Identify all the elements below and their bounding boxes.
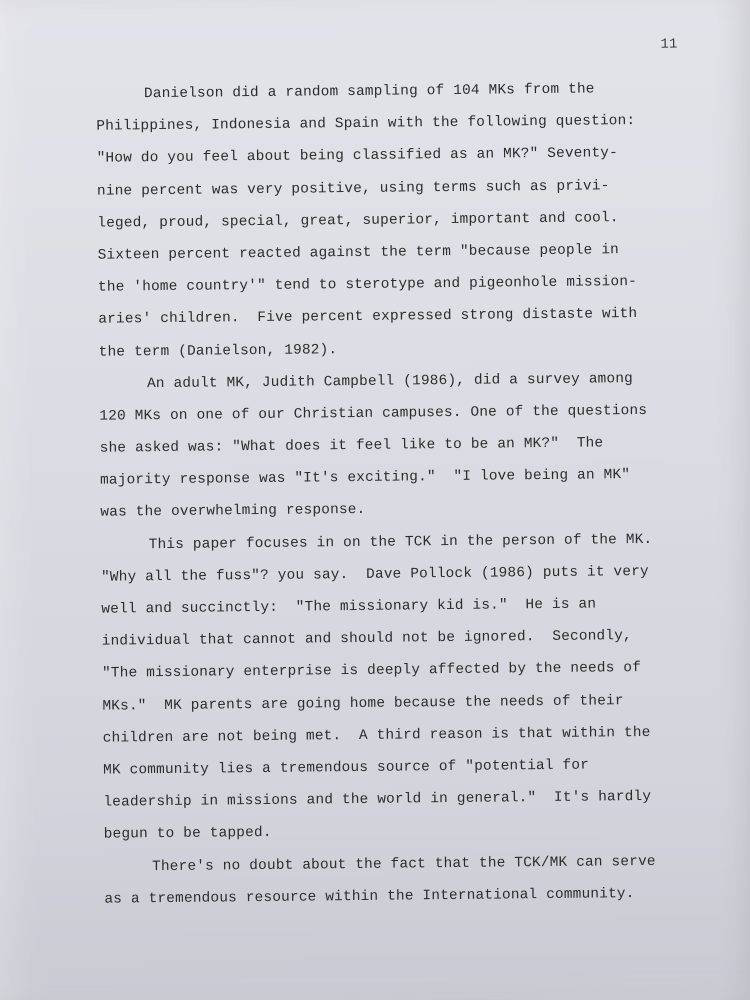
text-line: "How do you feel about being classified as an MK?" Seventy- <box>96 145 619 168</box>
page-number: 11 <box>660 36 678 53</box>
text-line: "The missionary enterprise is deeply affected by the needs of <box>101 660 642 683</box>
text-line: she asked was: "What does it feel like to be an MK?" The <box>99 435 604 457</box>
paragraph <box>99 362 721 529</box>
text-line: 120 MKs on one of our Christian campuses. One of the questions <box>99 402 648 425</box>
text-line: the 'home country'" tend to sterotype and pigeonhole mission- <box>97 274 638 296</box>
text-line: Danielson did a random sampling of 104 MKs from the <box>143 81 595 103</box>
text-line: This paper focuses in on the TCK in the person of the MK. <box>148 531 653 553</box>
text-line: "Why all the fuss"? you say. Dave Pollock (1986) puts it very <box>100 563 649 586</box>
text-line: MK community lies a tremendous source of "potential for <box>102 757 590 779</box>
text-line: the term (Danielson, 1982). <box>98 341 338 361</box>
text-line: well and succinctly: "The missionary kid is." He is an <box>101 596 597 618</box>
text-line: Philippines, Indonesia and Spain with the following question: <box>96 113 636 135</box>
text-line: children are not being met. A third reason is that within the <box>102 724 651 747</box>
paragraph <box>101 523 724 851</box>
text-line: There's no doubt about the fact that the TCK/MK can serve <box>152 853 656 875</box>
text-line: was the overwhelming response. <box>100 502 366 522</box>
text-line: leged, proud, special, great, superior, important and cool. <box>97 209 619 232</box>
paragraph <box>96 72 719 368</box>
text-line: An adult MK, Judith Campbell (1986), did a survey among <box>146 370 634 392</box>
text-line: Sixteen percent reacted against the term "because people in <box>97 242 620 264</box>
body-text <box>96 72 725 915</box>
text-line: majority response was "It's exciting." "I love being an MK" <box>99 467 631 489</box>
text-line: leadership in missions and the world in general." It's hardly <box>103 789 652 811</box>
text-line: begun to be tapped. <box>103 825 272 843</box>
text-line: as a tremendous resource within the International community. <box>104 885 635 908</box>
text-line: MKs." MK parents are going home because the needs of their <box>102 692 624 715</box>
text-line: nine percent was very positive, using terms such as privi- <box>96 177 610 200</box>
paragraph <box>104 845 725 916</box>
text-line: individual that cannot and should not be ignored. Secondly, <box>101 628 632 650</box>
text-line: aries' children. Five percent expressed strong distaste with <box>98 306 638 328</box>
